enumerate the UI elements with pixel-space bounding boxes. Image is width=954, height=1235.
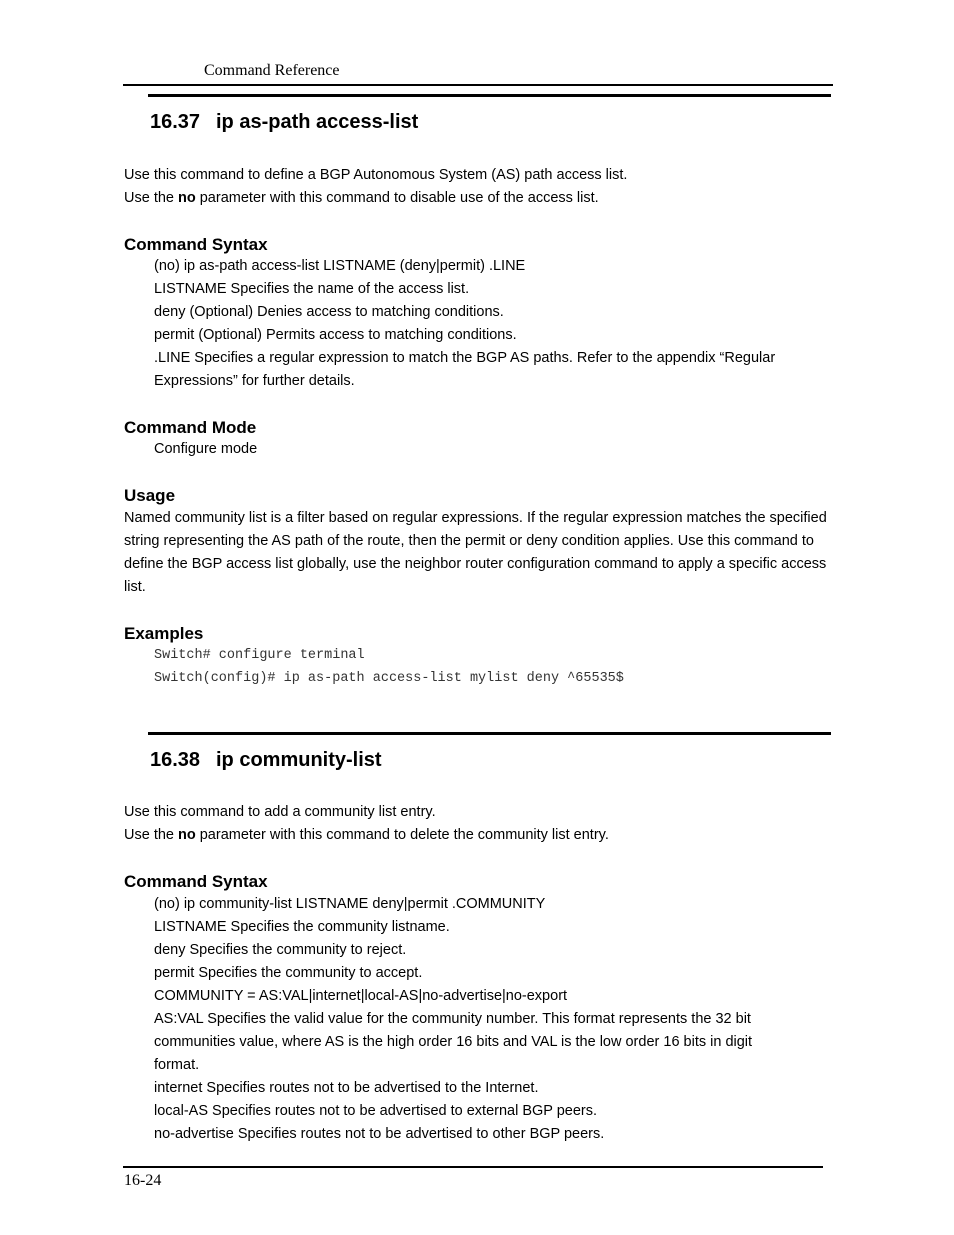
- code-line: Switch# configure terminal: [154, 648, 365, 663]
- syntax-line: COMMUNITY = AS:VAL|internet|local-AS|no-advertise|no-export: [154, 988, 568, 1004]
- syntax-line: (no) ip community-list LISTNAME deny|permit .COMMUNITY: [154, 896, 546, 912]
- section-number: 16.37: [150, 111, 201, 133]
- section-heading-text: ip as-path access-list: [216, 111, 419, 133]
- usage-heading: Usage: [124, 486, 176, 505]
- syntax-line: .LINE Specifies a regular expression to match the BGP AS paths. Refer to the appendix “Regular: [154, 350, 776, 366]
- syntax-line: permit Specifies the community to accept.: [154, 965, 423, 981]
- syntax-line: LISTNAME Specifies the community listname.: [154, 919, 450, 935]
- example-code-block: [154, 644, 624, 690]
- syntax-line: Expressions” for further details.: [154, 373, 355, 389]
- syntax-line: local-AS Specifies routes not to be advertised to external BGP peers.: [154, 1103, 598, 1119]
- header-rule: [123, 84, 833, 86]
- intro-line: [124, 824, 609, 847]
- syntax-line: deny (Optional) Denies access to matching conditions.: [154, 304, 504, 320]
- section-rule: [148, 732, 831, 735]
- command-mode-heading: Command Mode: [124, 418, 257, 437]
- intro-text: Use the: [124, 190, 178, 206]
- section-number: 16.38: [150, 749, 201, 771]
- section-rule: [148, 94, 831, 97]
- intro-line: Use this command to add a community list entry.: [124, 804, 436, 820]
- intro-line: [124, 187, 627, 210]
- intro-paragraph: [124, 801, 609, 847]
- command-syntax-heading: Command Syntax: [124, 235, 268, 254]
- syntax-line: format.: [154, 1057, 200, 1073]
- intro-text: parameter with this command to delete the community list entry.: [195, 827, 609, 843]
- no-keyword: no: [178, 827, 196, 843]
- mode-line: Configure mode: [154, 441, 258, 457]
- intro-paragraph: [124, 164, 627, 210]
- footer-rule: [123, 1166, 823, 1168]
- page-number: 16-24: [124, 1172, 162, 1189]
- syntax-list: [154, 255, 775, 393]
- syntax-line: LISTNAME Specifies the name of the access list.: [154, 281, 470, 297]
- usage-paragraph: Named community list is a filter based on regular expressions. If the regular expression matches the specified string representing the AS path of the route, then the permit or deny condition applies. Use this command to define the BGP access list globally, use the neighbor router configuration command to apply a specific access list.: [124, 510, 827, 595]
- section-heading-text: ip community-list: [216, 749, 382, 771]
- section-title: [150, 749, 382, 772]
- syntax-list: [154, 893, 752, 1146]
- syntax-line: (no) ip as-path access-list LISTNAME (deny|permit) .LINE: [154, 258, 526, 274]
- section-title: [150, 111, 418, 134]
- examples-heading: Examples: [124, 624, 204, 643]
- intro-text: parameter with this command to disable use of the access list.: [195, 190, 599, 206]
- command-mode-text: [154, 438, 257, 461]
- syntax-line: AS:VAL Specifies the valid value for the community number. This format represents the 32 bit: [154, 1011, 751, 1027]
- no-keyword: no: [178, 190, 196, 206]
- syntax-line: communities value, where AS is the high order 16 bits and VAL is the low order 16 bits in digit: [154, 1034, 753, 1050]
- running-header: Command Reference: [204, 62, 340, 79]
- command-syntax-heading: Command Syntax: [124, 872, 268, 891]
- intro-text: Use the: [124, 827, 178, 843]
- intro-line: Use this command to define a BGP Autonomous System (AS) path access list.: [124, 167, 628, 183]
- syntax-line: deny Specifies the community to reject.: [154, 942, 407, 958]
- code-line: Switch(config)# ip as-path access-list mylist deny ^65535$: [154, 671, 624, 686]
- syntax-line: permit (Optional) Permits access to matching conditions.: [154, 327, 517, 343]
- syntax-line: no-advertise Specifies routes not to be advertised to other BGP peers.: [154, 1126, 605, 1142]
- syntax-line: internet Specifies routes not to be advertised to the Internet.: [154, 1080, 539, 1096]
